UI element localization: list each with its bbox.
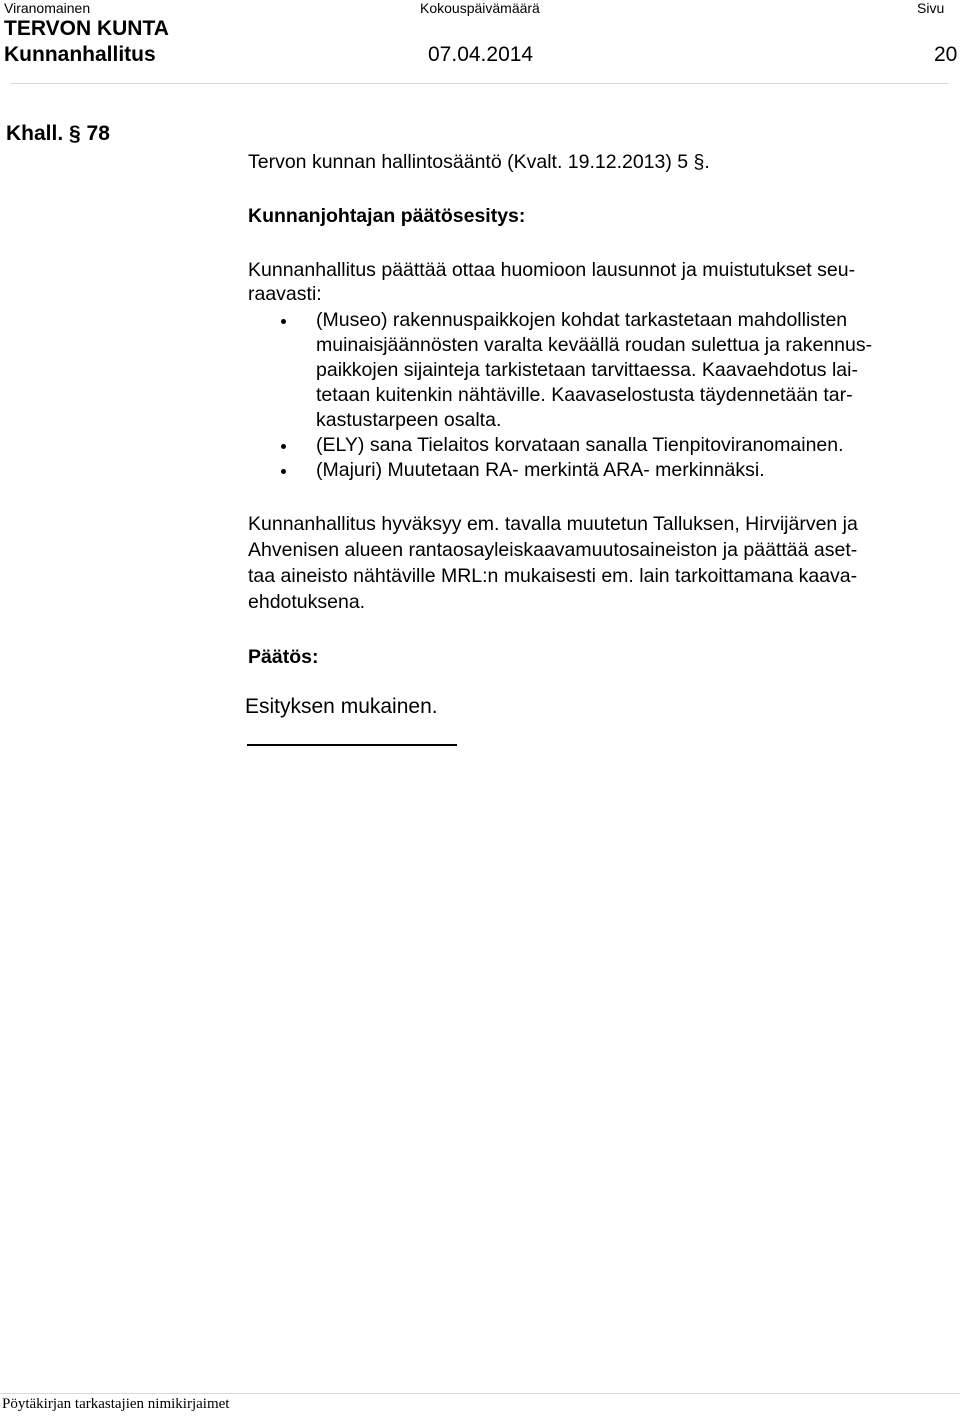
bullet-icon <box>281 469 286 474</box>
approval-line: taa aineisto nähtäville MRL:n mukaisesti em. lain tarkoittamana kaava- <box>248 565 858 587</box>
footer-divider <box>0 1393 960 1394</box>
proposal-heading: Kunnanjohtajan päätösesitys: <box>248 205 526 227</box>
intro-line: raavasti: <box>248 283 322 305</box>
bullet-icon <box>281 319 286 324</box>
header-authority: Kunnanhallitus <box>4 43 156 66</box>
reference-text: Tervon kunnan hallintosääntö (Kvalt. 19.12.2013) 5 §. <box>248 151 710 173</box>
header-date: 07.04.2014 <box>428 43 534 66</box>
header-label-date: Kokouspäivämäärä <box>420 0 540 16</box>
signature-line <box>247 744 457 746</box>
approval-line: ehdotuksena. <box>248 591 366 613</box>
header-divider <box>10 83 948 84</box>
list-item-line: paikkojen sijainteja tarkistetaan tarvittaessa. Kaavaehdotus lai- <box>316 359 858 381</box>
header-label-page: Sivu <box>917 0 945 16</box>
approval-line: Kunnanhallitus hyväksyy em. tavalla muutetun Talluksen, Hirvijärven ja <box>248 513 858 535</box>
list-item-line: tetaan kuitenkin nähtäville. Kaavaselostusta täydennetään tar- <box>316 384 853 406</box>
decision-heading: Päätös: <box>248 646 319 668</box>
intro-line: Kunnanhallitus päättää ottaa huomioon lausunnot ja muistutukset seu- <box>248 259 856 281</box>
footer-text: Pöytäkirjan tarkastajien nimikirjaimet <box>2 1396 230 1412</box>
approval-line: Ahvenisen alueen rantaosayleiskaavamuutosaineiston ja päättää aset- <box>248 539 858 561</box>
list-item-line: (Majuri) Muutetaan RA- merkintä ARA- merkinnäksi. <box>316 459 765 481</box>
section-number: Khall. § 78 <box>6 122 110 145</box>
list-item-line: kastustarpeen osalta. <box>316 409 502 431</box>
bullet-icon <box>281 444 286 449</box>
decision-text: Esityksen mukainen. <box>245 695 438 718</box>
list-item-line: (ELY) sana Tielaitos korvataan sanalla Tienpitoviranomainen. <box>316 434 844 456</box>
list-item-line: muinaisjäännösten varalta keväällä roudan sulettua ja rakennus- <box>316 334 873 356</box>
header-page-number: 20 <box>934 43 958 66</box>
header-label-authority: Viranomainen <box>4 0 91 16</box>
list-item-line: (Museo) rakennuspaikkojen kohdat tarkastetaan mahdollisten <box>316 309 848 331</box>
header-municipality: TERVON KUNTA <box>4 17 169 40</box>
